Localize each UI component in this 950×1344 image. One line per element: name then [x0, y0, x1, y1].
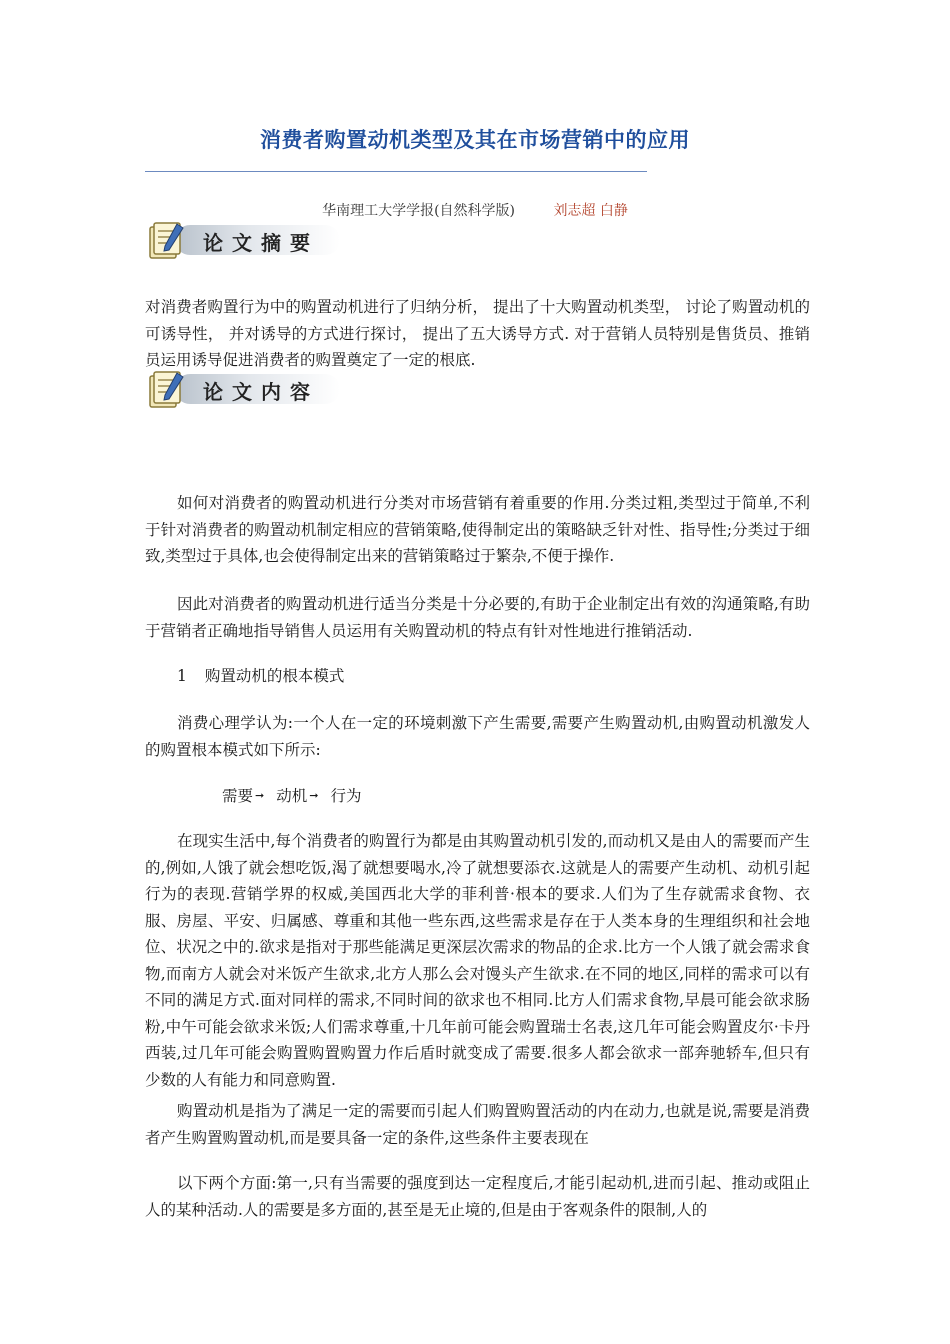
body-paragraph-6: 以下两个方面:第一,只有当需要的强度到达一定程度后,才能引起动机,进而引起、推动或阻止人的某种活动.人的需要是多方面的,甚至是无止境的,但是由于客观条件的限制,人的: [145, 1174, 810, 1219]
abstract-text: 对消费者购置行为中的购置动机进行了归纳分析， 提出了十大购置动机类型， 讨论了购置动机的可诱导性， 并对诱导的方式进行探讨， 提出了五大诱导方式. 对于营销人员特别是售货员、推销员运用诱导促进消费者的购置奠定了一定的根底.: [145, 298, 810, 369]
motivation-flow: [222, 784, 361, 806]
badge-label: 论文内容: [203, 380, 319, 404]
author-names: 刘志超 白静: [553, 203, 628, 219]
body-paragraph-2: 因此对消费者的购置动机进行适当分类是十分必要的,有助于企业制定出有效的沟通策略,有助于营销者正确地指导销售人员运用有关购置动机的特点有针对性地进行推销活动.: [145, 595, 810, 640]
arrow-right-icon: ➞: [255, 789, 265, 802]
body-paragraph-5: 购置动机是指为了满足一定的需要而引起人们购置购置活动的内在动力,也就是说,需要是消费者产生购置购置动机,而是要具备一定的条件,这些条件主要表现在: [145, 1102, 810, 1147]
title-divider: [145, 171, 647, 172]
section-heading-1: [177, 664, 344, 686]
flow-step: 需要: [222, 787, 254, 805]
badge-label: 论文摘要: [203, 231, 319, 255]
body-paragraph-1: 如何对消费者的购置动机进行分类对市场营销有着重要的作用.分类过粗,类型过于简单,不利于针对消费者的购置动机制定相应的营销策略,使得制定出的策略缺乏针对性、指导性;分类过于细致,类型过于具体,也会使得制定出来的营销策略过于繁杂,不便于操作.: [145, 494, 810, 565]
arrow-right-icon: ➞: [309, 789, 319, 802]
heading-number: 1: [177, 667, 187, 685]
article-title: 消费者购置动机类型及其在市场营销中的应用: [260, 128, 690, 152]
abstract-section-badge: [145, 218, 345, 262]
byline: [0, 200, 950, 220]
flow-step: 行为: [330, 787, 362, 805]
body-paragraph-4: 在现实生活中,每个消费者的购置行为都是由其购置动机引发的,而动机又是由人的需要而产生的,例如,人饿了就会想吃饭,渴了就想要喝水,冷了就想要添衣.这就是人的需要产生动机、动机引起行为的表现.营销学界的权威,美国西北大学的菲利普·根本的要求.人们为了生存就需求食物、衣服、房屋、平安、归属感、尊重和其他一些东西,这些需求是存在于人类本身的生理组织和社会地位、状况之中的.欲求是指对于那些能满足更深层次需求的物品的企求.比方一个人饿了就会需求食物,而南方人就会对米饭产生欲求,北方人那么会对馒头产生欲求.在不同的地区,同样的需求可以有不同的满足方式.面对同样的需求,不同时间的欲求也不相同.比方人们需求食物,早晨可能会欲求肠粉,中午可能会欲求米饭;人们需求尊重,十几年前可能会购置瑞士名表,这几年可能会购置皮尔·卡丹西装,过几年可能会购置购置购置力作后盾时就变成了需要.很多人都会欲求一部奔驰轿车,但只有少数的人有能力和同意购置.: [145, 832, 810, 1089]
flow-step: 动机: [276, 787, 308, 805]
book-pen-icon: [145, 367, 189, 411]
heading-text: 购置动机的根本模式: [204, 667, 345, 685]
body-paragraph-3: 消费心理学认为:一个人在一定的环境刺激下产生需要,需要产生购置动机,由购置动机激发人的购置根本模式如下所示:: [145, 714, 810, 759]
journal-name: 华南理工大学学报(自然科学版): [322, 203, 516, 219]
book-pen-icon: [145, 218, 189, 262]
content-section-badge: [145, 367, 345, 411]
